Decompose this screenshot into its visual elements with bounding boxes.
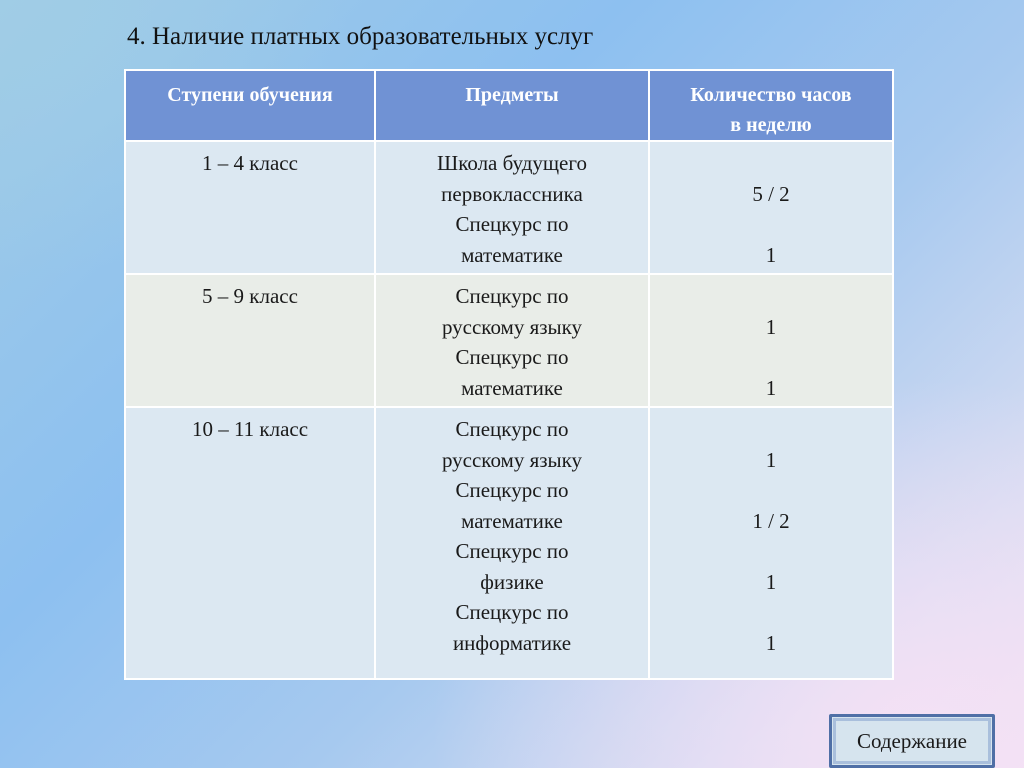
hours-line (650, 597, 892, 628)
header-subjects: Предметы (375, 70, 649, 141)
level-cell: 1 – 4 класс (125, 141, 375, 274)
hours-cell (649, 274, 893, 407)
hours-cell (649, 407, 893, 679)
level-cell: 5 – 9 класс (125, 274, 375, 407)
contents-button[interactable]: Содержание (829, 714, 995, 768)
hours-line (650, 475, 892, 506)
subject-line: информатике (452, 630, 572, 655)
hours-line (650, 414, 892, 445)
table-row (125, 141, 893, 274)
hours-line: 1 (765, 569, 777, 594)
hours-line: 5 / 2 (752, 181, 790, 206)
table-row (125, 274, 893, 407)
subject-line: Спецкурс по (455, 539, 569, 563)
subject-line: первоклассника (441, 181, 583, 206)
hours-line: 1 / 2 (752, 508, 790, 533)
subject-line: математике (461, 375, 563, 400)
subject-line: математике (461, 242, 563, 267)
subject-line: Спецкурс по (455, 345, 569, 369)
hours-line (650, 342, 892, 373)
subject-line: Спецкурс по (455, 478, 569, 502)
hours-cell (649, 141, 893, 274)
header-hours (649, 70, 893, 141)
subject-line: русскому языку (441, 314, 583, 339)
subject-line: русскому языку (441, 447, 583, 472)
slide-title: 4. Наличие платных образовательных услуг (127, 23, 594, 50)
hours-line: 1 (765, 314, 777, 339)
table-row (125, 407, 893, 679)
subject-line: Спецкурс по (455, 284, 569, 308)
header-hours-line-1: Количество часов (690, 84, 852, 106)
subject-line: физике (480, 569, 544, 594)
hours-line: 1 (765, 375, 777, 400)
level-cell: 10 – 11 класс (125, 407, 375, 679)
hours-line: 1 (765, 630, 777, 655)
subject-line: математике (461, 508, 563, 533)
paid-services-table (124, 69, 894, 680)
hours-line (650, 209, 892, 240)
hours-line: 1 (765, 447, 777, 472)
subjects-cell (375, 274, 649, 407)
hours-line (650, 536, 892, 567)
subject-line: Школа будущего (437, 151, 587, 175)
header-levels: Ступени обучения (125, 70, 375, 141)
subjects-cell (375, 407, 649, 679)
hours-line: 1 (765, 242, 777, 267)
header-hours-line-2: в неделю (730, 114, 812, 136)
table-header-row (125, 70, 893, 141)
subject-line: Спецкурс по (455, 212, 569, 236)
subjects-cell (375, 141, 649, 274)
subject-line: Спецкурс по (455, 417, 569, 441)
hours-line (650, 281, 892, 312)
hours-line (650, 148, 892, 179)
subject-line: Спецкурс по (455, 600, 569, 624)
